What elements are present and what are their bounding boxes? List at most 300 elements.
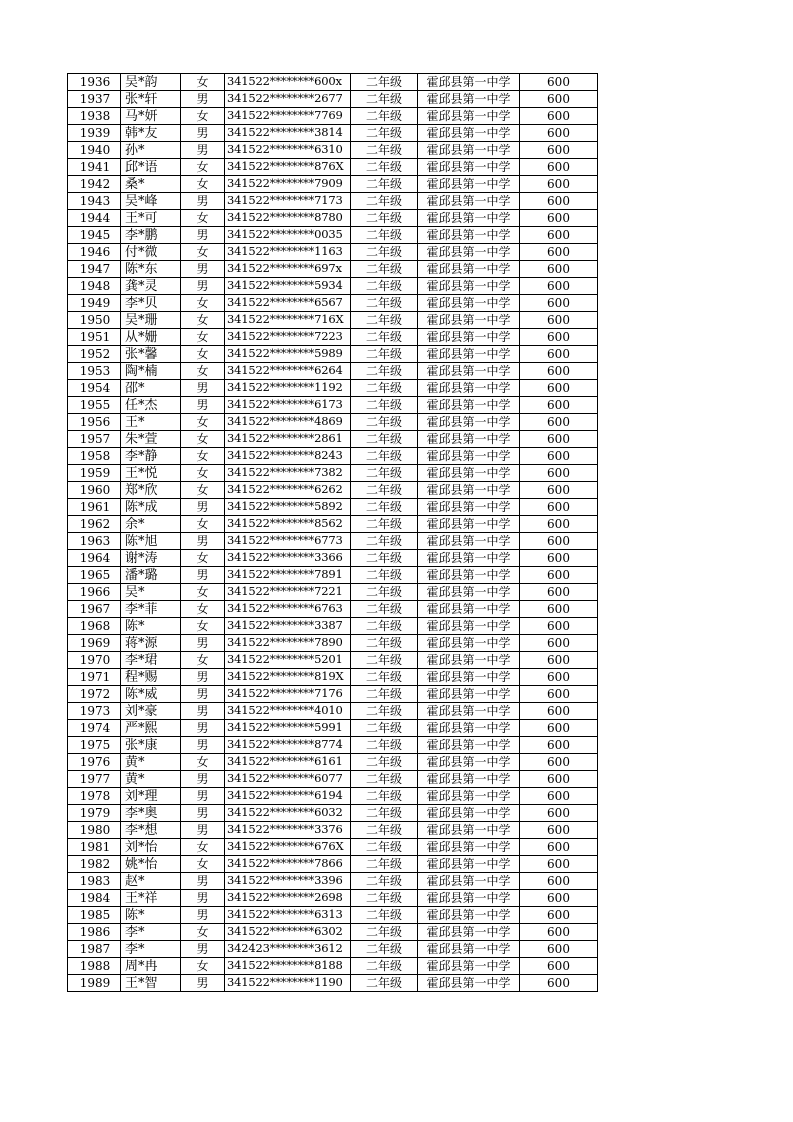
school-cell: 霍邱县第一中学 xyxy=(418,312,520,329)
school-cell: 霍邱县第一中学 xyxy=(418,193,520,210)
row-number-cell: 1966 xyxy=(68,584,121,601)
grade-cell: 二年级 xyxy=(351,669,418,686)
student-name-cell: 李*珺 xyxy=(121,652,181,669)
row-number-cell: 1941 xyxy=(68,159,121,176)
gender-cell: 女 xyxy=(181,465,225,482)
row-number-cell: 1979 xyxy=(68,805,121,822)
row-number-cell: 1970 xyxy=(68,652,121,669)
id-number-cell: 341522********6194 xyxy=(225,788,351,805)
grade-cell: 二年级 xyxy=(351,91,418,108)
school-cell: 霍邱县第一中学 xyxy=(418,363,520,380)
gender-cell: 女 xyxy=(181,584,225,601)
school-cell: 霍邱县第一中学 xyxy=(418,533,520,550)
id-number-cell: 341522********7891 xyxy=(225,567,351,584)
gender-cell: 女 xyxy=(181,74,225,91)
table-row xyxy=(68,74,598,91)
table-row xyxy=(68,499,598,516)
gender-cell: 男 xyxy=(181,261,225,278)
id-number-cell: 341522********876X xyxy=(225,159,351,176)
grade-cell: 二年级 xyxy=(351,142,418,159)
student-name-cell: 朱*萱 xyxy=(121,431,181,448)
school-cell: 霍邱县第一中学 xyxy=(418,601,520,618)
school-cell: 霍邱县第一中学 xyxy=(418,142,520,159)
amount-cell: 600 xyxy=(520,924,598,941)
school-cell: 霍邱县第一中学 xyxy=(418,91,520,108)
school-cell: 霍邱县第一中学 xyxy=(418,907,520,924)
gender-cell: 男 xyxy=(181,227,225,244)
grade-cell: 二年级 xyxy=(351,482,418,499)
student-name-cell: 陈*威 xyxy=(121,686,181,703)
table-row xyxy=(68,958,598,975)
school-cell: 霍邱县第一中学 xyxy=(418,856,520,873)
amount-cell: 600 xyxy=(520,295,598,312)
student-name-cell: 从*姗 xyxy=(121,329,181,346)
student-name-cell: 孙* xyxy=(121,142,181,159)
table-row xyxy=(68,431,598,448)
table-row xyxy=(68,448,598,465)
school-cell: 霍邱县第一中学 xyxy=(418,159,520,176)
grade-cell: 二年级 xyxy=(351,686,418,703)
table-row xyxy=(68,380,598,397)
school-cell: 霍邱县第一中学 xyxy=(418,822,520,839)
grade-cell: 二年级 xyxy=(351,890,418,907)
table-row xyxy=(68,312,598,329)
grade-cell: 二年级 xyxy=(351,261,418,278)
grade-cell: 二年级 xyxy=(351,295,418,312)
school-cell: 霍邱县第一中学 xyxy=(418,669,520,686)
grade-cell: 二年级 xyxy=(351,431,418,448)
id-number-cell: 341522********6567 xyxy=(225,295,351,312)
table-row xyxy=(68,975,598,992)
amount-cell: 600 xyxy=(520,278,598,295)
gender-cell: 女 xyxy=(181,652,225,669)
amount-cell: 600 xyxy=(520,516,598,533)
amount-cell: 600 xyxy=(520,346,598,363)
amount-cell: 600 xyxy=(520,771,598,788)
row-number-cell: 1964 xyxy=(68,550,121,567)
amount-cell: 600 xyxy=(520,907,598,924)
gender-cell: 女 xyxy=(181,346,225,363)
gender-cell: 女 xyxy=(181,108,225,125)
school-cell: 霍邱县第一中学 xyxy=(418,431,520,448)
student-name-cell: 蒋*源 xyxy=(121,635,181,652)
id-number-cell: 341522********8188 xyxy=(225,958,351,975)
table-row xyxy=(68,839,598,856)
school-cell: 霍邱县第一中学 xyxy=(418,482,520,499)
amount-cell: 600 xyxy=(520,839,598,856)
table-row xyxy=(68,465,598,482)
table-row xyxy=(68,210,598,227)
student-name-cell: 王* xyxy=(121,414,181,431)
student-name-cell: 李* xyxy=(121,941,181,958)
amount-cell: 600 xyxy=(520,533,598,550)
gender-cell: 女 xyxy=(181,414,225,431)
student-name-cell: 郑*欣 xyxy=(121,482,181,499)
grade-cell: 二年级 xyxy=(351,737,418,754)
gender-cell: 男 xyxy=(181,873,225,890)
grade-cell: 二年级 xyxy=(351,856,418,873)
school-cell: 霍邱县第一中学 xyxy=(418,108,520,125)
grade-cell: 二年级 xyxy=(351,227,418,244)
student-name-cell: 周*冉 xyxy=(121,958,181,975)
grade-cell: 二年级 xyxy=(351,329,418,346)
table-row xyxy=(68,159,598,176)
grade-cell: 二年级 xyxy=(351,125,418,142)
id-number-cell: 341522********716X xyxy=(225,312,351,329)
gender-cell: 女 xyxy=(181,754,225,771)
student-name-cell: 陈*东 xyxy=(121,261,181,278)
table-row xyxy=(68,890,598,907)
table-row xyxy=(68,737,598,754)
grade-cell: 二年级 xyxy=(351,652,418,669)
id-number-cell: 341522********5892 xyxy=(225,499,351,516)
id-number-cell: 341522********6773 xyxy=(225,533,351,550)
amount-cell: 600 xyxy=(520,448,598,465)
student-name-cell: 李* xyxy=(121,924,181,941)
amount-cell: 600 xyxy=(520,74,598,91)
gender-cell: 女 xyxy=(181,244,225,261)
student-name-cell: 谢*涛 xyxy=(121,550,181,567)
grade-cell: 二年级 xyxy=(351,924,418,941)
id-number-cell: 341522********6313 xyxy=(225,907,351,924)
school-cell: 霍邱县第一中学 xyxy=(418,737,520,754)
row-number-cell: 1954 xyxy=(68,380,121,397)
row-number-cell: 1958 xyxy=(68,448,121,465)
school-cell: 霍邱县第一中学 xyxy=(418,550,520,567)
id-number-cell: 341522********3376 xyxy=(225,822,351,839)
id-number-cell: 341522********7176 xyxy=(225,686,351,703)
id-number-cell: 341522********7173 xyxy=(225,193,351,210)
school-cell: 霍邱县第一中学 xyxy=(418,346,520,363)
amount-cell: 600 xyxy=(520,142,598,159)
id-number-cell: 341522********5989 xyxy=(225,346,351,363)
amount-cell: 600 xyxy=(520,737,598,754)
gender-cell: 男 xyxy=(181,686,225,703)
student-name-cell: 陶*楠 xyxy=(121,363,181,380)
row-number-cell: 1951 xyxy=(68,329,121,346)
amount-cell: 600 xyxy=(520,91,598,108)
id-number-cell: 341522********5201 xyxy=(225,652,351,669)
id-number-cell: 341522********3814 xyxy=(225,125,351,142)
id-number-cell: 341522********2698 xyxy=(225,890,351,907)
id-number-cell: 341522********2677 xyxy=(225,91,351,108)
grade-cell: 二年级 xyxy=(351,244,418,261)
school-cell: 霍邱县第一中学 xyxy=(418,397,520,414)
gender-cell: 女 xyxy=(181,516,225,533)
grade-cell: 二年级 xyxy=(351,754,418,771)
grade-cell: 二年级 xyxy=(351,193,418,210)
id-number-cell: 341522********7382 xyxy=(225,465,351,482)
row-number-cell: 1973 xyxy=(68,703,121,720)
table-row xyxy=(68,295,598,312)
table-row xyxy=(68,108,598,125)
table-row xyxy=(68,193,598,210)
row-number-cell: 1960 xyxy=(68,482,121,499)
id-number-cell: 341522********1190 xyxy=(225,975,351,992)
id-number-cell: 341522********2861 xyxy=(225,431,351,448)
grade-cell: 二年级 xyxy=(351,822,418,839)
table-row xyxy=(68,703,598,720)
grade-cell: 二年级 xyxy=(351,839,418,856)
row-number-cell: 1957 xyxy=(68,431,121,448)
gender-cell: 男 xyxy=(181,941,225,958)
row-number-cell: 1945 xyxy=(68,227,121,244)
id-number-cell: 341522********6173 xyxy=(225,397,351,414)
student-name-cell: 任*杰 xyxy=(121,397,181,414)
school-cell: 霍邱县第一中学 xyxy=(418,210,520,227)
id-number-cell: 341522********7909 xyxy=(225,176,351,193)
amount-cell: 600 xyxy=(520,227,598,244)
amount-cell: 600 xyxy=(520,125,598,142)
id-number-cell: 341522********0035 xyxy=(225,227,351,244)
table-row xyxy=(68,941,598,958)
gender-cell: 女 xyxy=(181,329,225,346)
amount-cell: 600 xyxy=(520,329,598,346)
row-number-cell: 1961 xyxy=(68,499,121,516)
gender-cell: 女 xyxy=(181,159,225,176)
gender-cell: 女 xyxy=(181,312,225,329)
school-cell: 霍邱县第一中学 xyxy=(418,227,520,244)
student-name-cell: 王*智 xyxy=(121,975,181,992)
grade-cell: 二年级 xyxy=(351,550,418,567)
row-number-cell: 1988 xyxy=(68,958,121,975)
table-row xyxy=(68,720,598,737)
row-number-cell: 1968 xyxy=(68,618,121,635)
school-cell: 霍邱县第一中学 xyxy=(418,380,520,397)
id-number-cell: 341522********6077 xyxy=(225,771,351,788)
id-number-cell: 341522********8243 xyxy=(225,448,351,465)
student-name-cell: 吴* xyxy=(121,584,181,601)
amount-cell: 600 xyxy=(520,244,598,261)
row-number-cell: 1971 xyxy=(68,669,121,686)
student-name-cell: 黄* xyxy=(121,754,181,771)
table-row xyxy=(68,142,598,159)
amount-cell: 600 xyxy=(520,176,598,193)
row-number-cell: 1982 xyxy=(68,856,121,873)
grade-cell: 二年级 xyxy=(351,771,418,788)
school-cell: 霍邱县第一中学 xyxy=(418,805,520,822)
table-row xyxy=(68,771,598,788)
school-cell: 霍邱县第一中学 xyxy=(418,465,520,482)
gender-cell: 男 xyxy=(181,805,225,822)
amount-cell: 600 xyxy=(520,159,598,176)
gender-cell: 男 xyxy=(181,737,225,754)
student-name-cell: 王*悦 xyxy=(121,465,181,482)
row-number-cell: 1985 xyxy=(68,907,121,924)
amount-cell: 600 xyxy=(520,312,598,329)
grade-cell: 二年级 xyxy=(351,703,418,720)
student-name-cell: 李*鹏 xyxy=(121,227,181,244)
amount-cell: 600 xyxy=(520,108,598,125)
gender-cell: 男 xyxy=(181,720,225,737)
table-row xyxy=(68,414,598,431)
table-row xyxy=(68,567,598,584)
school-cell: 霍邱县第一中学 xyxy=(418,703,520,720)
id-number-cell: 341522********7769 xyxy=(225,108,351,125)
gender-cell: 女 xyxy=(181,601,225,618)
row-number-cell: 1953 xyxy=(68,363,121,380)
student-name-cell: 邱*语 xyxy=(121,159,181,176)
student-name-cell: 吴*韵 xyxy=(121,74,181,91)
table-row xyxy=(68,533,598,550)
id-number-cell: 341522********697x xyxy=(225,261,351,278)
school-cell: 霍邱县第一中学 xyxy=(418,975,520,992)
gender-cell: 女 xyxy=(181,363,225,380)
amount-cell: 600 xyxy=(520,805,598,822)
amount-cell: 600 xyxy=(520,601,598,618)
row-number-cell: 1981 xyxy=(68,839,121,856)
school-cell: 霍邱县第一中学 xyxy=(418,295,520,312)
student-name-cell: 刘*怡 xyxy=(121,839,181,856)
id-number-cell: 342423********3612 xyxy=(225,941,351,958)
student-name-cell: 严*熙 xyxy=(121,720,181,737)
student-name-cell: 陈* xyxy=(121,618,181,635)
gender-cell: 女 xyxy=(181,550,225,567)
id-number-cell: 341522********7223 xyxy=(225,329,351,346)
row-number-cell: 1976 xyxy=(68,754,121,771)
table-row xyxy=(68,329,598,346)
row-number-cell: 1965 xyxy=(68,567,121,584)
gender-cell: 男 xyxy=(181,788,225,805)
gender-cell: 女 xyxy=(181,176,225,193)
grade-cell: 二年级 xyxy=(351,618,418,635)
amount-cell: 600 xyxy=(520,618,598,635)
student-name-cell: 吴*珊 xyxy=(121,312,181,329)
row-number-cell: 1952 xyxy=(68,346,121,363)
gender-cell: 男 xyxy=(181,142,225,159)
row-number-cell: 1955 xyxy=(68,397,121,414)
grade-cell: 二年级 xyxy=(351,941,418,958)
table-row xyxy=(68,924,598,941)
row-number-cell: 1987 xyxy=(68,941,121,958)
school-cell: 霍邱县第一中学 xyxy=(418,176,520,193)
id-number-cell: 341522********3387 xyxy=(225,618,351,635)
school-cell: 霍邱县第一中学 xyxy=(418,261,520,278)
table-row xyxy=(68,584,598,601)
table-row xyxy=(68,125,598,142)
row-number-cell: 1969 xyxy=(68,635,121,652)
gender-cell: 女 xyxy=(181,482,225,499)
grade-cell: 二年级 xyxy=(351,873,418,890)
amount-cell: 600 xyxy=(520,686,598,703)
gender-cell: 男 xyxy=(181,635,225,652)
student-name-cell: 张*轩 xyxy=(121,91,181,108)
id-number-cell: 341522********7866 xyxy=(225,856,351,873)
row-number-cell: 1963 xyxy=(68,533,121,550)
student-name-cell: 陈*旭 xyxy=(121,533,181,550)
gender-cell: 男 xyxy=(181,397,225,414)
school-cell: 霍邱县第一中学 xyxy=(418,499,520,516)
student-name-cell: 陈* xyxy=(121,907,181,924)
school-cell: 霍邱县第一中学 xyxy=(418,635,520,652)
student-name-cell: 潘*璐 xyxy=(121,567,181,584)
gender-cell: 男 xyxy=(181,193,225,210)
table-row xyxy=(68,669,598,686)
amount-cell: 600 xyxy=(520,822,598,839)
row-number-cell: 1947 xyxy=(68,261,121,278)
table-row xyxy=(68,261,598,278)
student-subsidy-table xyxy=(67,73,598,992)
student-name-cell: 韩*友 xyxy=(121,125,181,142)
id-number-cell: 341522********819X xyxy=(225,669,351,686)
amount-cell: 600 xyxy=(520,567,598,584)
student-name-cell: 张*馨 xyxy=(121,346,181,363)
id-number-cell: 341522********8780 xyxy=(225,210,351,227)
gender-cell: 男 xyxy=(181,771,225,788)
row-number-cell: 1946 xyxy=(68,244,121,261)
student-name-cell: 付*微 xyxy=(121,244,181,261)
table-row xyxy=(68,788,598,805)
amount-cell: 600 xyxy=(520,482,598,499)
amount-cell: 600 xyxy=(520,380,598,397)
gender-cell: 女 xyxy=(181,924,225,941)
student-name-cell: 吴*峰 xyxy=(121,193,181,210)
row-number-cell: 1949 xyxy=(68,295,121,312)
grade-cell: 二年级 xyxy=(351,108,418,125)
amount-cell: 600 xyxy=(520,414,598,431)
student-name-cell: 陈*成 xyxy=(121,499,181,516)
gender-cell: 男 xyxy=(181,703,225,720)
id-number-cell: 341522********5934 xyxy=(225,278,351,295)
student-name-cell: 黄* xyxy=(121,771,181,788)
school-cell: 霍邱县第一中学 xyxy=(418,686,520,703)
grade-cell: 二年级 xyxy=(351,414,418,431)
table-body xyxy=(68,74,598,992)
grade-cell: 二年级 xyxy=(351,567,418,584)
id-number-cell: 341522********7221 xyxy=(225,584,351,601)
grade-cell: 二年级 xyxy=(351,74,418,91)
amount-cell: 600 xyxy=(520,550,598,567)
school-cell: 霍邱县第一中学 xyxy=(418,754,520,771)
table-row xyxy=(68,91,598,108)
amount-cell: 600 xyxy=(520,873,598,890)
school-cell: 霍邱县第一中学 xyxy=(418,720,520,737)
student-name-cell: 刘*豪 xyxy=(121,703,181,720)
amount-cell: 600 xyxy=(520,669,598,686)
school-cell: 霍邱县第一中学 xyxy=(418,873,520,890)
gender-cell: 女 xyxy=(181,448,225,465)
student-name-cell: 李*奥 xyxy=(121,805,181,822)
row-number-cell: 1959 xyxy=(68,465,121,482)
grade-cell: 二年级 xyxy=(351,907,418,924)
table-row xyxy=(68,907,598,924)
row-number-cell: 1944 xyxy=(68,210,121,227)
gender-cell: 男 xyxy=(181,533,225,550)
table-row xyxy=(68,482,598,499)
student-name-cell: 姚*怡 xyxy=(121,856,181,873)
amount-cell: 600 xyxy=(520,584,598,601)
gender-cell: 女 xyxy=(181,958,225,975)
school-cell: 霍邱县第一中学 xyxy=(418,516,520,533)
grade-cell: 二年级 xyxy=(351,346,418,363)
amount-cell: 600 xyxy=(520,856,598,873)
gender-cell: 男 xyxy=(181,669,225,686)
school-cell: 霍邱县第一中学 xyxy=(418,771,520,788)
amount-cell: 600 xyxy=(520,720,598,737)
grade-cell: 二年级 xyxy=(351,465,418,482)
school-cell: 霍邱县第一中学 xyxy=(418,618,520,635)
grade-cell: 二年级 xyxy=(351,958,418,975)
row-number-cell: 1967 xyxy=(68,601,121,618)
id-number-cell: 341522********600x xyxy=(225,74,351,91)
table-row xyxy=(68,550,598,567)
id-number-cell: 341522********3366 xyxy=(225,550,351,567)
amount-cell: 600 xyxy=(520,363,598,380)
gender-cell: 女 xyxy=(181,618,225,635)
amount-cell: 600 xyxy=(520,958,598,975)
gender-cell: 女 xyxy=(181,839,225,856)
amount-cell: 600 xyxy=(520,941,598,958)
